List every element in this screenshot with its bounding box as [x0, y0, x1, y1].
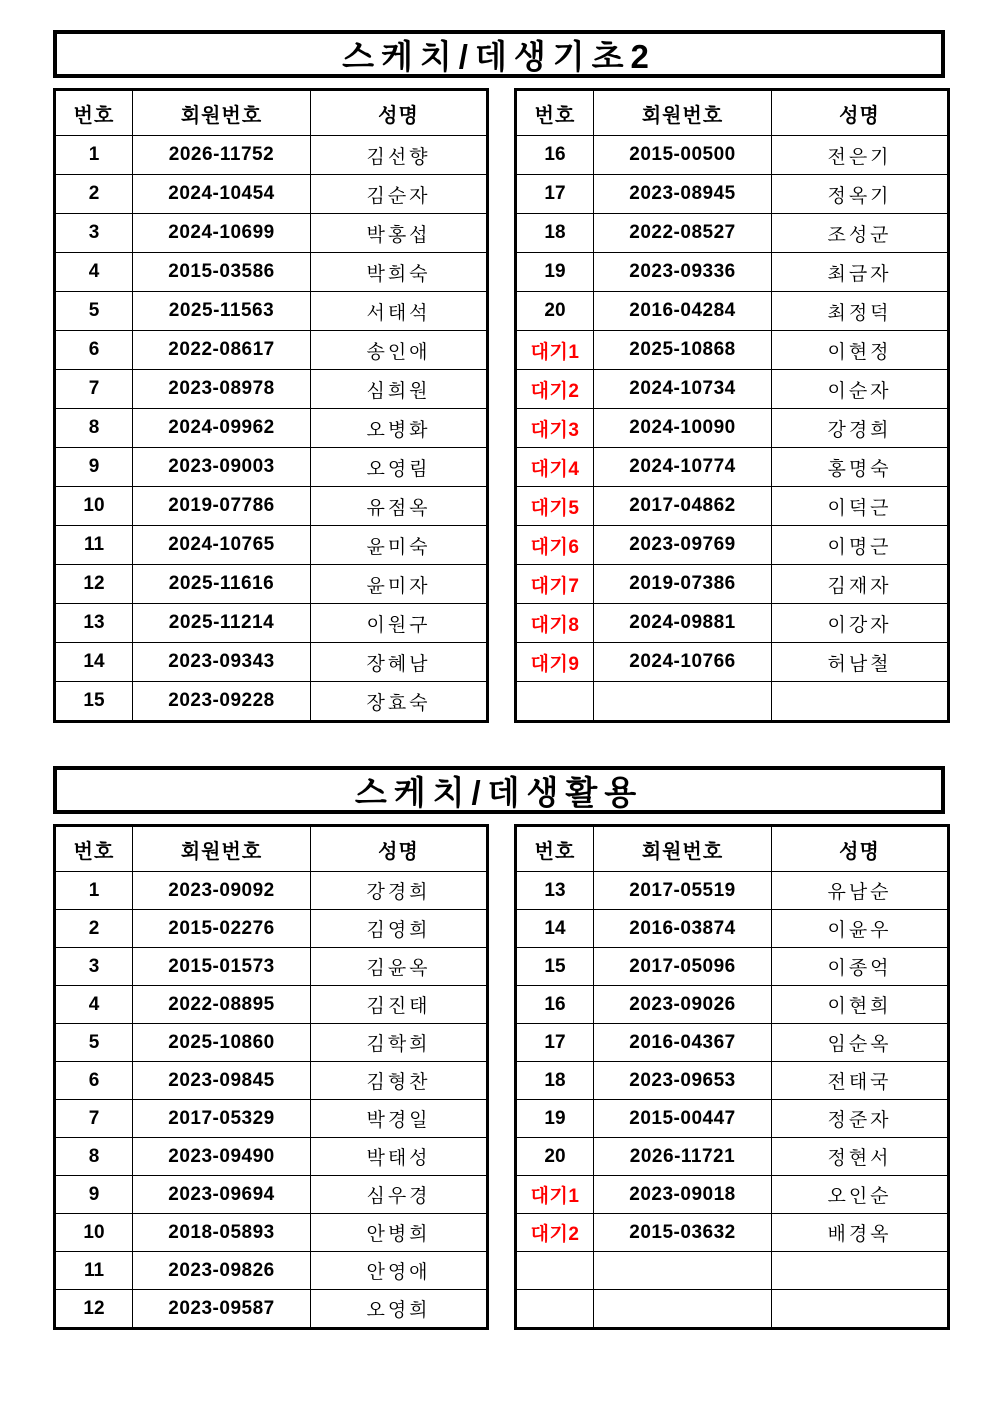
member-name-cell: 장혜남: [311, 643, 488, 682]
member-id-cell: 2019-07786: [133, 487, 311, 526]
table-row: [55, 370, 488, 409]
column-header-number: 번호: [55, 90, 133, 136]
member-id-cell: 2023-08945: [594, 175, 772, 214]
table-row: [55, 643, 488, 682]
row-number-cell: 15: [55, 682, 133, 722]
table-row: [55, 487, 488, 526]
section-title-box: [53, 766, 945, 814]
row-number-cell: 10: [55, 487, 133, 526]
column-header-number: 번호: [55, 826, 133, 872]
table-row: [55, 1290, 488, 1329]
member-id-cell: 2024-10765: [133, 526, 311, 565]
member-id-cell: 2022-08895: [133, 986, 311, 1024]
table-row: [516, 910, 949, 948]
member-name-cell: 최정덕: [772, 292, 949, 331]
member-name-cell: 송인애: [311, 331, 488, 370]
member-name-cell: 전태국: [772, 1062, 949, 1100]
table-row: [55, 1100, 488, 1138]
member-id-cell: 2023-08978: [133, 370, 311, 409]
member-id-cell: 2024-10734: [594, 370, 772, 409]
row-number-cell: 2: [55, 910, 133, 948]
member-name-cell: 김윤옥: [311, 948, 488, 986]
table-row: [516, 682, 949, 722]
table-row: [516, 948, 949, 986]
member-id-cell: 2017-05096: [594, 948, 772, 986]
member-name-cell: 오영림: [311, 448, 488, 487]
member-name-cell: 이윤우: [772, 910, 949, 948]
column-header-member-id: 회원번호: [133, 826, 311, 872]
table-row: [516, 1138, 949, 1176]
row-number-cell: [516, 1252, 594, 1290]
member-name-cell: [772, 682, 949, 722]
member-id-cell: 2015-03586: [133, 253, 311, 292]
table-row: [516, 565, 949, 604]
table-row: [516, 986, 949, 1024]
member-id-cell: 2023-09018: [594, 1176, 772, 1214]
member-name-cell: 김학희: [311, 1024, 488, 1062]
table-row: [55, 292, 488, 331]
column-header-member-id: 회원번호: [594, 90, 772, 136]
table-row: [516, 1252, 949, 1290]
row-number-cell: 19: [516, 253, 594, 292]
row-number-cell: 대기6: [516, 526, 594, 565]
member-id-cell: 2023-09845: [133, 1062, 311, 1100]
row-number-cell: 20: [516, 292, 594, 331]
row-number-cell: 대기8: [516, 604, 594, 643]
member-id-cell: 2023-09490: [133, 1138, 311, 1176]
member-name-cell: 강경희: [311, 872, 488, 910]
row-number-cell: 2: [55, 175, 133, 214]
row-number-cell: 16: [516, 136, 594, 175]
table-row: [516, 175, 949, 214]
section-tables: [53, 88, 945, 723]
member-name-cell: 오인순: [772, 1176, 949, 1214]
member-id-cell: [594, 1290, 772, 1329]
member-id-cell: 2023-09653: [594, 1062, 772, 1100]
member-id-cell: 2022-08617: [133, 331, 311, 370]
member-name-cell: 임순옥: [772, 1024, 949, 1062]
table-row: [55, 331, 488, 370]
table-row: [516, 370, 949, 409]
member-id-cell: 2024-10699: [133, 214, 311, 253]
row-number-cell: [516, 682, 594, 722]
member-id-cell: 2016-04284: [594, 292, 772, 331]
table-row: [516, 448, 949, 487]
member-name-cell: [772, 1290, 949, 1329]
member-name-cell: 윤미숙: [311, 526, 488, 565]
row-number-cell: [516, 1290, 594, 1329]
member-id-cell: 2016-04367: [594, 1024, 772, 1062]
header-row: [55, 826, 488, 872]
member-name-cell: 김순자: [311, 175, 488, 214]
row-number-cell: 대기7: [516, 565, 594, 604]
table-row: [516, 526, 949, 565]
row-number-cell: 11: [55, 526, 133, 565]
member-name-cell: 이덕근: [772, 487, 949, 526]
member-id-cell: 2025-11616: [133, 565, 311, 604]
table-row: [55, 409, 488, 448]
row-number-cell: 18: [516, 1062, 594, 1100]
member-name-cell: 박태성: [311, 1138, 488, 1176]
row-number-cell: 19: [516, 1100, 594, 1138]
member-id-cell: 2016-03874: [594, 910, 772, 948]
row-number-cell: 7: [55, 370, 133, 409]
member-name-cell: 안영애: [311, 1252, 488, 1290]
table-row: [55, 448, 488, 487]
member-name-cell: 유점옥: [311, 487, 488, 526]
row-number-cell: 5: [55, 1024, 133, 1062]
table-row: [516, 136, 949, 175]
member-name-cell: 박희숙: [311, 253, 488, 292]
member-id-cell: 2015-03632: [594, 1214, 772, 1252]
row-number-cell: 6: [55, 1062, 133, 1100]
member-name-cell: 이현정: [772, 331, 949, 370]
member-name-cell: 정현서: [772, 1138, 949, 1176]
row-number-cell: 13: [55, 604, 133, 643]
table-row: [516, 1062, 949, 1100]
column-header-member-id: 회원번호: [133, 90, 311, 136]
member-id-cell: 2019-07386: [594, 565, 772, 604]
member-id-cell: 2017-05329: [133, 1100, 311, 1138]
table-row: [516, 214, 949, 253]
member-name-cell: 김진태: [311, 986, 488, 1024]
row-number-cell: 3: [55, 948, 133, 986]
row-number-cell: 대기1: [516, 1176, 594, 1214]
column-header-name: 성명: [772, 90, 949, 136]
member-id-cell: 2024-10774: [594, 448, 772, 487]
row-number-cell: 4: [55, 253, 133, 292]
table-row: [516, 487, 949, 526]
member-name-cell: 유남순: [772, 872, 949, 910]
member-name-cell: 김선향: [311, 136, 488, 175]
member-id-cell: 2024-10766: [594, 643, 772, 682]
table-row: [516, 292, 949, 331]
row-number-cell: 10: [55, 1214, 133, 1252]
column-header-name: 성명: [311, 826, 488, 872]
row-number-cell: 대기2: [516, 1214, 594, 1252]
roster-table-left: [53, 88, 489, 723]
member-name-cell: 심희원: [311, 370, 488, 409]
table-row: [55, 1138, 488, 1176]
row-number-cell: 9: [55, 1176, 133, 1214]
member-id-cell: 2023-09003: [133, 448, 311, 487]
member-name-cell: 박홍섭: [311, 214, 488, 253]
member-id-cell: 2023-09826: [133, 1252, 311, 1290]
member-id-cell: 2025-11563: [133, 292, 311, 331]
table-row: [516, 331, 949, 370]
row-number-cell: 8: [55, 409, 133, 448]
row-number-cell: 17: [516, 175, 594, 214]
column-header-number: 번호: [516, 826, 594, 872]
section-title: 스케치/데생기초2: [342, 37, 656, 75]
header-row: [55, 90, 488, 136]
member-id-cell: 2025-10868: [594, 331, 772, 370]
row-number-cell: 대기9: [516, 643, 594, 682]
member-name-cell: 이현희: [772, 986, 949, 1024]
member-name-cell: 배경옥: [772, 1214, 949, 1252]
row-number-cell: 대기3: [516, 409, 594, 448]
row-number-cell: 1: [55, 872, 133, 910]
member-id-cell: 2024-09881: [594, 604, 772, 643]
member-id-cell: 2023-09769: [594, 526, 772, 565]
table-row: [55, 910, 488, 948]
member-name-cell: 정옥기: [772, 175, 949, 214]
row-number-cell: 20: [516, 1138, 594, 1176]
table-row: [516, 1290, 949, 1329]
table-row: [516, 604, 949, 643]
member-name-cell: 이명근: [772, 526, 949, 565]
table-row: [55, 526, 488, 565]
member-id-cell: 2024-10454: [133, 175, 311, 214]
row-number-cell: 16: [516, 986, 594, 1024]
member-name-cell: 이강자: [772, 604, 949, 643]
member-id-cell: 2025-10860: [133, 1024, 311, 1062]
member-name-cell: 안병희: [311, 1214, 488, 1252]
table-row: [516, 1176, 949, 1214]
table-row: [55, 1024, 488, 1062]
member-name-cell: 이종억: [772, 948, 949, 986]
member-name-cell: 조성군: [772, 214, 949, 253]
row-number-cell: 12: [55, 1290, 133, 1329]
table-row: [55, 682, 488, 722]
table-row: [55, 1252, 488, 1290]
member-id-cell: 2026-11721: [594, 1138, 772, 1176]
row-number-cell: 14: [55, 643, 133, 682]
member-id-cell: 2023-09092: [133, 872, 311, 910]
column-header-name: 성명: [772, 826, 949, 872]
table-row: [55, 214, 488, 253]
row-number-cell: 8: [55, 1138, 133, 1176]
row-number-cell: 1: [55, 136, 133, 175]
table-row: [55, 986, 488, 1024]
table-row: [516, 253, 949, 292]
member-id-cell: 2015-01573: [133, 948, 311, 986]
row-number-cell: 대기5: [516, 487, 594, 526]
member-name-cell: 윤미자: [311, 565, 488, 604]
member-name-cell: 정준자: [772, 1100, 949, 1138]
member-id-cell: 2023-09694: [133, 1176, 311, 1214]
member-id-cell: 2023-09587: [133, 1290, 311, 1329]
roster-table-right: [514, 824, 950, 1330]
row-number-cell: 대기1: [516, 331, 594, 370]
member-name-cell: 오영희: [311, 1290, 488, 1329]
member-id-cell: 2023-09026: [594, 986, 772, 1024]
member-name-cell: 홍명숙: [772, 448, 949, 487]
section-sketch-application: [53, 766, 945, 1330]
row-number-cell: 15: [516, 948, 594, 986]
section-sketch-basics-2: [53, 30, 945, 723]
member-name-cell: 서태석: [311, 292, 488, 331]
member-name-cell: [772, 1252, 949, 1290]
column-header-name: 성명: [311, 90, 488, 136]
member-name-cell: 최금자: [772, 253, 949, 292]
member-name-cell: 강경희: [772, 409, 949, 448]
member-name-cell: 김재자: [772, 565, 949, 604]
row-number-cell: 5: [55, 292, 133, 331]
member-id-cell: 2025-11214: [133, 604, 311, 643]
member-name-cell: 박경일: [311, 1100, 488, 1138]
section-title: 스케치/데생활용: [354, 773, 644, 811]
table-row: [516, 872, 949, 910]
roster-table-left: [53, 824, 489, 1330]
row-number-cell: 13: [516, 872, 594, 910]
table-row: [516, 409, 949, 448]
row-number-cell: 4: [55, 986, 133, 1024]
roster-table-right: [514, 88, 950, 723]
row-number-cell: 12: [55, 565, 133, 604]
row-number-cell: 3: [55, 214, 133, 253]
member-id-cell: 2023-09343: [133, 643, 311, 682]
member-name-cell: 김형찬: [311, 1062, 488, 1100]
member-id-cell: [594, 682, 772, 722]
row-number-cell: 대기2: [516, 370, 594, 409]
table-row: [55, 1214, 488, 1252]
table-row: [516, 643, 949, 682]
row-number-cell: 17: [516, 1024, 594, 1062]
row-number-cell: 18: [516, 214, 594, 253]
member-id-cell: 2024-10090: [594, 409, 772, 448]
table-row: [55, 253, 488, 292]
member-id-cell: 2022-08527: [594, 214, 772, 253]
member-name-cell: 전은기: [772, 136, 949, 175]
member-id-cell: 2017-05519: [594, 872, 772, 910]
section-title-box: [53, 30, 945, 78]
column-header-member-id: 회원번호: [594, 826, 772, 872]
row-number-cell: 7: [55, 1100, 133, 1138]
member-id-cell: 2017-04862: [594, 487, 772, 526]
header-row: [516, 826, 949, 872]
member-id-cell: 2023-09336: [594, 253, 772, 292]
table-row: [516, 1100, 949, 1138]
table-row: [55, 1062, 488, 1100]
member-name-cell: 허남철: [772, 643, 949, 682]
member-id-cell: [594, 1252, 772, 1290]
member-name-cell: 오병화: [311, 409, 488, 448]
row-number-cell: 14: [516, 910, 594, 948]
row-number-cell: 대기4: [516, 448, 594, 487]
member-name-cell: 장효숙: [311, 682, 488, 722]
section-tables: [53, 824, 945, 1330]
table-row: [55, 948, 488, 986]
member-id-cell: 2015-02276: [133, 910, 311, 948]
member-name-cell: 심우경: [311, 1176, 488, 1214]
member-name-cell: 김영희: [311, 910, 488, 948]
member-id-cell: 2018-05893: [133, 1214, 311, 1252]
member-name-cell: 이순자: [772, 370, 949, 409]
member-id-cell: 2026-11752: [133, 136, 311, 175]
table-row: [55, 604, 488, 643]
column-header-number: 번호: [516, 90, 594, 136]
header-row: [516, 90, 949, 136]
member-id-cell: 2015-00447: [594, 1100, 772, 1138]
table-row: [55, 872, 488, 910]
member-id-cell: 2023-09228: [133, 682, 311, 722]
member-id-cell: 2015-00500: [594, 136, 772, 175]
table-row: [55, 1176, 488, 1214]
row-number-cell: 6: [55, 331, 133, 370]
table-row: [516, 1214, 949, 1252]
table-row: [516, 1024, 949, 1062]
table-row: [55, 175, 488, 214]
table-row: [55, 136, 488, 175]
member-name-cell: 이원구: [311, 604, 488, 643]
member-id-cell: 2024-09962: [133, 409, 311, 448]
row-number-cell: 9: [55, 448, 133, 487]
row-number-cell: 11: [55, 1252, 133, 1290]
table-row: [55, 565, 488, 604]
